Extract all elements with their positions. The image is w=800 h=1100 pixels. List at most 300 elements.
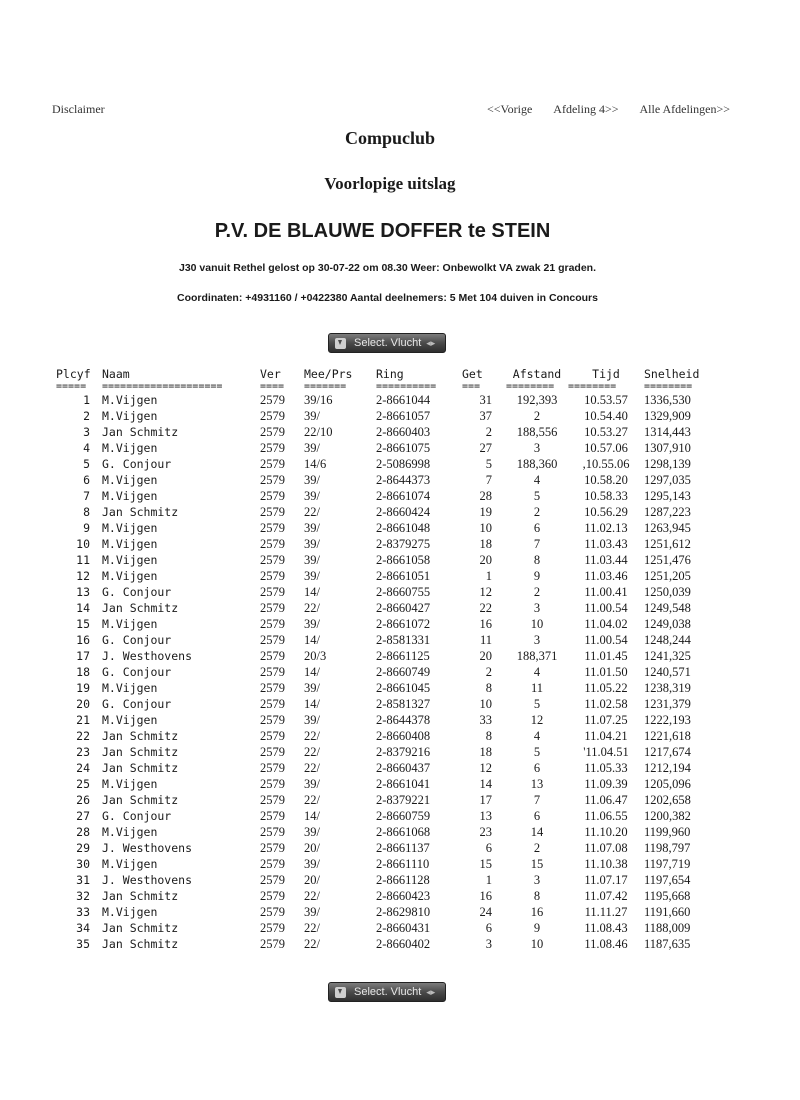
ring-number-cell: 2-8660423: [376, 888, 431, 903]
association-cell: 2579: [260, 440, 285, 455]
table-row: [56, 504, 708, 520]
race-info: J30 vanuit Rethel gelost op 30-07-22 om 08.30 Weer: Onbewolkt VA zwak 21 graden.: [178, 262, 597, 274]
entries-cell: 39/: [304, 824, 320, 839]
time-cell: 10.57.06: [584, 440, 628, 455]
result-rows: [56, 392, 708, 952]
entries-cell: 22/: [304, 760, 320, 775]
name-cell: J. Westhovens: [102, 873, 193, 887]
association-cell: 2579: [260, 792, 285, 807]
entries-cell: 22/10: [304, 424, 333, 439]
time-cell: 10.54.40: [584, 408, 628, 423]
top-navigation: [52, 102, 730, 120]
ring-number-cell: 2-8661068: [376, 824, 431, 839]
table-row: [56, 680, 708, 696]
association-cell: 2579: [260, 760, 285, 775]
marked-cell: 2: [485, 664, 492, 679]
column-header: Tijd: [592, 366, 620, 381]
entries-cell: 22/: [304, 728, 320, 743]
entries-cell: 22/: [304, 888, 320, 903]
download-icon: [335, 338, 346, 349]
time-cell: 11.00.54: [584, 600, 628, 615]
distance-cell: 3: [533, 632, 541, 647]
distance-cell: 10: [530, 616, 544, 631]
entries-cell: 39/: [304, 520, 320, 535]
time-cell: 11.10.20: [584, 824, 628, 839]
time-cell: 11.00.54: [584, 632, 628, 647]
time-cell: 11.02.13: [584, 520, 628, 535]
distance-cell: 7: [533, 536, 541, 551]
table-row: [56, 888, 708, 904]
marked-cell: 20: [479, 552, 492, 567]
name-cell: Jan Schmitz: [102, 793, 179, 807]
speed-cell: 1336,530: [644, 392, 691, 407]
table-row: [56, 456, 708, 472]
speed-cell: 1188,009: [644, 920, 691, 935]
table-row: [56, 568, 708, 584]
table-row: [56, 408, 708, 424]
distance-cell: 15: [530, 856, 544, 871]
ring-number-cell: 2-8661075: [376, 440, 431, 455]
name-cell: Jan Schmitz: [102, 505, 179, 519]
ring-number-cell: 2-8660427: [376, 600, 431, 615]
place-cell: 15: [76, 617, 90, 631]
time-cell: 11.03.44: [584, 552, 628, 567]
name-cell: Jan Schmitz: [102, 921, 179, 935]
download-icon: [335, 987, 346, 998]
entries-cell: 39/: [304, 776, 320, 791]
place-cell: 11: [76, 553, 90, 567]
place-cell: 35: [76, 937, 90, 951]
association-cell: 2579: [260, 584, 285, 599]
speed-cell: 1248,244: [644, 632, 691, 647]
next-division-link[interactable]: Afdeling 4>>: [553, 102, 619, 116]
entries-cell: 39/: [304, 408, 320, 423]
table-row: [56, 488, 708, 504]
disclaimer-link[interactable]: Disclaimer: [52, 102, 105, 116]
association-cell: 2579: [260, 488, 285, 503]
distance-cell: 2: [533, 584, 541, 599]
ring-number-cell: 2-8661044: [376, 392, 431, 407]
entries-cell: 39/: [304, 712, 320, 727]
name-cell: Jan Schmitz: [102, 425, 179, 439]
time-cell: 11.02.58: [584, 696, 628, 711]
place-cell: 4: [83, 441, 90, 455]
column-header: Ring: [376, 366, 404, 381]
marked-cell: 1: [485, 568, 492, 583]
distance-cell: 188,360: [516, 456, 558, 471]
distance-cell: 13: [530, 776, 544, 791]
coordinates-info: Coordinaten: +4931160 / +0422380 Aantal deelnemers: 5 Met 104 duiven in Concours: [177, 292, 598, 304]
ring-number-cell: 2-8661074: [376, 488, 431, 503]
distance-cell: 2: [533, 504, 541, 519]
speed-cell: 1297,035: [644, 472, 691, 487]
distance-cell: 8: [533, 552, 541, 567]
time-cell: 11.07.25: [584, 712, 628, 727]
speed-cell: 1222,193: [644, 712, 691, 727]
place-cell: 20: [76, 697, 90, 711]
time-cell: 11.00.41: [584, 584, 628, 599]
name-cell: M.Vijgen: [102, 905, 158, 919]
place-cell: 28: [76, 825, 90, 839]
separator: ===: [462, 380, 481, 392]
entries-cell: 22/: [304, 792, 320, 807]
separator: ========: [506, 380, 555, 392]
entries-cell: 39/: [304, 536, 320, 551]
separator: ====: [260, 380, 285, 392]
time-cell: 11.03.46: [584, 568, 628, 583]
speed-cell: 1287,223: [644, 504, 691, 519]
name-cell: M.Vijgen: [102, 569, 158, 583]
table-row: [56, 936, 708, 952]
place-cell: 9: [83, 521, 90, 535]
marked-cell: 24: [479, 904, 492, 919]
entries-cell: 20/: [304, 840, 320, 855]
marked-cell: 13: [479, 808, 492, 823]
marked-cell: 18: [479, 744, 492, 759]
ring-number-cell: 2-8661045: [376, 680, 431, 695]
association-cell: 2579: [260, 840, 285, 855]
ring-number-cell: 2-8644378: [376, 712, 431, 727]
name-cell: M.Vijgen: [102, 473, 158, 487]
speed-cell: 1205,096: [644, 776, 691, 791]
entries-cell: 39/: [304, 680, 320, 695]
distance-cell: 192,393: [516, 392, 558, 407]
entries-cell: 39/: [304, 616, 320, 631]
ring-number-cell: 2-8660437: [376, 760, 431, 775]
association-cell: 2579: [260, 568, 285, 583]
results-table: [56, 366, 708, 952]
marked-cell: 19: [479, 504, 492, 519]
dropdown-arrow-icon: ◂▸: [426, 337, 436, 348]
ring-number-cell: 2-8660749: [376, 664, 431, 679]
ring-number-cell: 2-8661128: [376, 872, 430, 887]
table-row: [56, 600, 708, 616]
distance-cell: 9: [533, 920, 541, 935]
speed-cell: 1329,909: [644, 408, 691, 423]
name-cell: G. Conjour: [102, 665, 172, 679]
time-cell: 11.10.38: [584, 856, 628, 871]
speed-cell: 1249,038: [644, 616, 691, 631]
speed-cell: 1197,719: [644, 856, 691, 871]
place-cell: 33: [76, 905, 90, 919]
table-row: [56, 760, 708, 776]
time-cell: 11.05.22: [584, 680, 628, 695]
column-header: Ver: [260, 366, 281, 381]
distance-cell: 10: [530, 936, 544, 951]
distance-cell: 2: [533, 408, 541, 423]
association-cell: 2579: [260, 888, 285, 903]
distance-cell: 7: [533, 792, 541, 807]
separator: =======: [304, 380, 347, 392]
select-flight-button[interactable]: [328, 333, 446, 353]
table-row: [56, 536, 708, 552]
name-cell: M.Vijgen: [102, 521, 158, 535]
marked-cell: 5: [485, 456, 492, 471]
ring-number-cell: 2-8379221: [376, 792, 431, 807]
marked-cell: 14: [479, 776, 492, 791]
name-cell: M.Vijgen: [102, 393, 158, 407]
place-cell: 24: [76, 761, 90, 775]
distance-cell: 4: [533, 664, 541, 679]
select-flight-button-bottom[interactable]: [328, 982, 446, 1002]
speed-cell: 1241,325: [644, 648, 691, 663]
distance-cell: 11: [530, 680, 544, 695]
ring-number-cell: 2-8379216: [376, 744, 431, 759]
place-cell: 25: [76, 777, 90, 791]
name-cell: Jan Schmitz: [102, 745, 179, 759]
name-cell: M.Vijgen: [102, 681, 158, 695]
association-cell: 2579: [260, 696, 285, 711]
time-cell: 10.58.33: [584, 488, 628, 503]
ring-number-cell: 2-8660408: [376, 728, 431, 743]
marked-cell: 10: [479, 696, 492, 711]
distance-cell: 188,556: [516, 424, 558, 439]
association-cell: 2579: [260, 904, 285, 919]
association-cell: 2579: [260, 392, 285, 407]
table-row: [56, 904, 708, 920]
ring-number-cell: 2-8661125: [376, 648, 430, 663]
entries-cell: 14/: [304, 632, 320, 647]
all-divisions-link[interactable]: Alle Afdelingen>>: [639, 102, 730, 116]
time-cell: 11.01.45: [584, 648, 628, 663]
speed-cell: 1298,139: [644, 456, 691, 471]
association-cell: 2579: [260, 632, 285, 647]
speed-cell: 1250,039: [644, 584, 691, 599]
entries-cell: 14/: [304, 664, 320, 679]
time-cell: 11.06.47: [584, 792, 628, 807]
speed-cell: 1231,379: [644, 696, 691, 711]
name-cell: Jan Schmitz: [102, 761, 179, 775]
distance-cell: 2: [533, 840, 541, 855]
time-cell: 11.04.02: [584, 616, 628, 631]
ring-number-cell: 2-8660403: [376, 424, 431, 439]
association-cell: 2579: [260, 600, 285, 615]
ring-number-cell: 2-8661072: [376, 616, 431, 631]
place-cell: 34: [76, 921, 90, 935]
distance-cell: 4: [533, 728, 541, 743]
association-cell: 2579: [260, 824, 285, 839]
time-cell: 10.56.29: [584, 504, 628, 519]
entries-cell: 22/: [304, 504, 320, 519]
place-cell: 17: [76, 649, 90, 663]
separator: ========: [568, 380, 617, 392]
speed-cell: 1240,571: [644, 664, 691, 679]
entries-cell: 39/16: [304, 392, 333, 407]
marked-cell: 6: [485, 920, 492, 935]
table-row: [56, 440, 708, 456]
speed-cell: 1221,618: [644, 728, 691, 743]
ring-number-cell: 2-8661057: [376, 408, 431, 423]
table-row: [56, 664, 708, 680]
place-cell: 1: [83, 393, 90, 407]
speed-cell: 1238,319: [644, 680, 691, 695]
association-cell: 2579: [260, 552, 285, 567]
time-cell: 11.08.46: [584, 936, 628, 951]
column-header: Snelheid: [644, 366, 700, 381]
distance-cell: 12: [530, 712, 544, 727]
distance-cell: 6: [533, 760, 541, 775]
marked-cell: 12: [479, 760, 492, 775]
speed-cell: 1187,635: [644, 936, 691, 951]
association-cell: 2579: [260, 504, 285, 519]
table-row: [56, 824, 708, 840]
entries-cell: 20/: [304, 872, 320, 887]
nav-links: [469, 102, 730, 117]
place-cell: 8: [83, 505, 90, 519]
association-cell: 2579: [260, 648, 285, 663]
name-cell: J. Westhovens: [102, 649, 193, 663]
ring-number-cell: 2-8661048: [376, 520, 431, 535]
distance-cell: 16: [530, 904, 544, 919]
column-header: Afstand: [512, 366, 562, 381]
separator: =====: [56, 380, 87, 392]
ring-number-cell: 2-8581331: [376, 632, 431, 647]
time-cell: 10.58.20: [584, 472, 628, 487]
page-subtitle: Voorlopige uitslag: [324, 174, 456, 193]
association-cell: 2579: [260, 776, 285, 791]
name-cell: M.Vijgen: [102, 441, 158, 455]
entries-cell: 22/: [304, 744, 320, 759]
distance-cell: 9: [533, 568, 541, 583]
marked-cell: 17: [479, 792, 492, 807]
place-cell: 26: [76, 793, 90, 807]
column-header: Mee/Prs: [304, 366, 353, 381]
marked-cell: 7: [485, 472, 492, 487]
event-title: P.V. DE BLAUWE DOFFER te STEIN: [214, 220, 551, 242]
distance-cell: 6: [533, 808, 541, 823]
entries-cell: 39/: [304, 568, 320, 583]
name-cell: M.Vijgen: [102, 537, 158, 551]
table-row: [56, 616, 708, 632]
ring-number-cell: 2-8660424: [376, 504, 431, 519]
table-row: [56, 856, 708, 872]
marked-cell: 18: [479, 536, 492, 551]
association-cell: 2579: [260, 456, 285, 471]
ring-number-cell: 2-8661051: [376, 568, 431, 583]
select-flight-label: Select. Vlucht: [354, 986, 422, 998]
speed-cell: 1251,476: [644, 552, 691, 567]
club-name: Compuclub: [344, 128, 436, 148]
speed-cell: 1307,910: [644, 440, 691, 455]
place-cell: 23: [76, 745, 90, 759]
entries-cell: 39/: [304, 904, 320, 919]
speed-cell: 1198,797: [644, 840, 691, 855]
association-cell: 2579: [260, 872, 285, 887]
table-row: [56, 648, 708, 664]
place-cell: 13: [76, 585, 90, 599]
marked-cell: 6: [485, 840, 492, 855]
column-header: Naam: [102, 366, 130, 381]
table-row: [56, 632, 708, 648]
time-cell: 11.09.39: [584, 776, 628, 791]
speed-cell: 1251,612: [644, 536, 691, 551]
ring-number-cell: 2-8581327: [376, 696, 431, 711]
time-cell: 11.06.55: [584, 808, 628, 823]
time-cell: 11.07.17: [584, 872, 628, 887]
ring-number-cell: 2-8661058: [376, 552, 431, 567]
distance-cell: 5: [533, 744, 541, 759]
name-cell: M.Vijgen: [102, 409, 158, 423]
distance-cell: 3: [533, 872, 541, 887]
association-cell: 2579: [260, 536, 285, 551]
table-row: [56, 728, 708, 744]
table-row: [56, 552, 708, 568]
time-cell: '11.04.51: [583, 744, 629, 759]
ring-number-cell: 2-8661137: [376, 840, 430, 855]
association-cell: 2579: [260, 520, 285, 535]
association-cell: 2579: [260, 424, 285, 439]
marked-cell: 11: [479, 632, 492, 647]
association-cell: 2579: [260, 680, 285, 695]
marked-cell: 16: [479, 888, 492, 903]
ring-number-cell: 2-8661110: [376, 856, 430, 871]
distance-cell: 14: [530, 824, 544, 839]
place-cell: 6: [83, 473, 90, 487]
marked-cell: 10: [479, 520, 492, 535]
speed-cell: 1251,205: [644, 568, 691, 583]
table-row: [56, 776, 708, 792]
speed-cell: 1202,658: [644, 792, 691, 807]
entries-cell: 39/: [304, 472, 320, 487]
name-cell: M.Vijgen: [102, 617, 158, 631]
table-row: [56, 472, 708, 488]
marked-cell: 33: [479, 712, 492, 727]
place-cell: 30: [76, 857, 90, 871]
time-cell: 10.53.27: [584, 424, 628, 439]
table-row: [56, 744, 708, 760]
place-cell: 22: [76, 729, 90, 743]
distance-cell: 6: [533, 520, 541, 535]
place-cell: 14: [76, 601, 90, 615]
speed-cell: 1263,945: [644, 520, 691, 535]
marked-cell: 28: [479, 488, 492, 503]
marked-cell: 31: [479, 392, 492, 407]
distance-cell: 3: [533, 600, 541, 615]
place-cell: 29: [76, 841, 90, 855]
distance-cell: 8: [533, 888, 541, 903]
place-cell: 5: [83, 457, 90, 471]
entries-cell: 14/: [304, 696, 320, 711]
association-cell: 2579: [260, 936, 285, 951]
distance-cell: 5: [533, 488, 541, 503]
ring-number-cell: 2-8660759: [376, 808, 431, 823]
table-row: [56, 696, 708, 712]
marked-cell: 8: [485, 728, 492, 743]
entries-cell: 39/: [304, 440, 320, 455]
name-cell: G. Conjour: [102, 585, 172, 599]
separator: ========: [644, 380, 693, 392]
distance-cell: 3: [533, 440, 541, 455]
marked-cell: 27: [479, 440, 492, 455]
name-cell: M.Vijgen: [102, 777, 158, 791]
previous-link[interactable]: <<Vorige: [486, 102, 533, 116]
time-cell: 11.05.33: [584, 760, 628, 775]
place-cell: 3: [83, 425, 90, 439]
speed-cell: 1199,960: [644, 824, 691, 839]
name-cell: Jan Schmitz: [102, 889, 179, 903]
entries-cell: 14/: [304, 808, 320, 823]
association-cell: 2579: [260, 920, 285, 935]
ring-number-cell: 2-8660755: [376, 584, 431, 599]
separator-row: [56, 381, 708, 392]
speed-cell: 1314,443: [644, 424, 691, 439]
name-cell: G. Conjour: [102, 633, 172, 647]
table-row: [56, 840, 708, 856]
name-cell: M.Vijgen: [102, 553, 158, 567]
time-cell: 10.53.57: [584, 392, 628, 407]
association-cell: 2579: [260, 856, 285, 871]
place-cell: 16: [76, 633, 90, 647]
